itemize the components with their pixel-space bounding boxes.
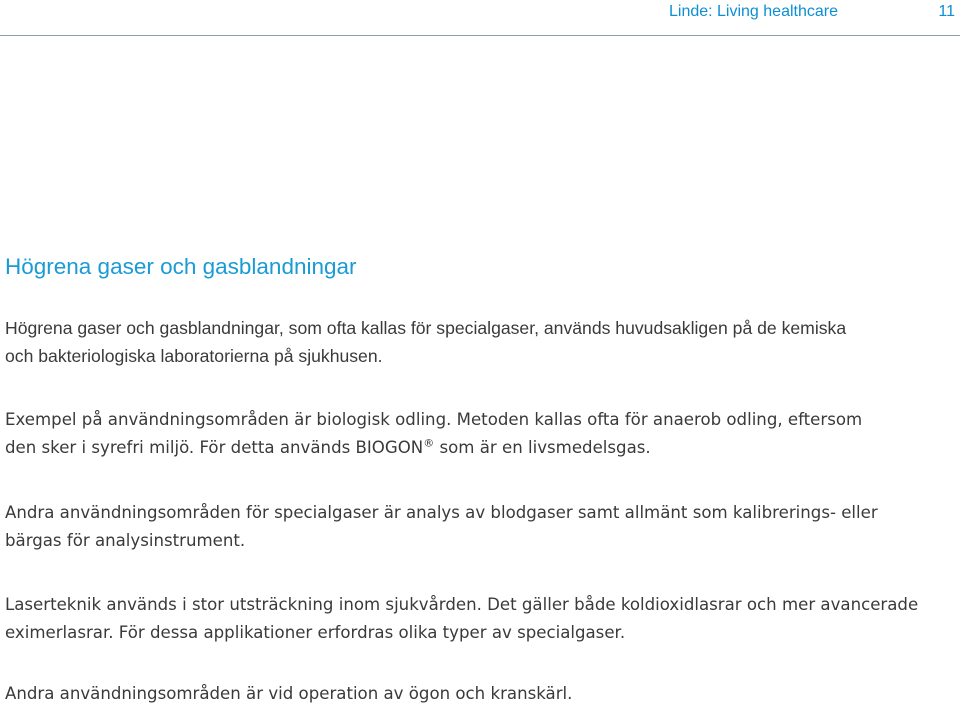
paragraph-line: Andra användningsområden är vid operation av ögon och kranskärl. — [5, 684, 573, 703]
registered-mark: ® — [423, 436, 435, 450]
paragraph-line: Laserteknik används i stor utsträckning inom sjukvården. Det gäller både koldioxidlasrar och mer avancerade — [5, 595, 919, 614]
paragraph-line — [5, 438, 651, 457]
paragraph-line: Andra användningsområden för specialgaser är analys av blodgaser samt allmänt som kalibrerings- eller — [5, 503, 878, 522]
paragraph-blood-gas-analysis — [5, 499, 955, 555]
paragraph-line: eximerlasrar. För dessa applikationer erfordras olika typer av specialgaser. — [5, 623, 626, 642]
paragraph-text: den sker i syrefri miljö. För detta används BIOGON — [5, 438, 424, 457]
paragraph-intro — [5, 314, 955, 370]
paragraph-line: och bakteriologiska laboratorierna på sjukhusen. — [5, 346, 383, 366]
header-title: Linde: Living healthcare — [668, 3, 838, 20]
paragraph-biological-culture — [5, 406, 955, 462]
paragraph-laser-technology — [5, 591, 960, 647]
section-title: Högrena gaser och gasblandningar — [5, 254, 357, 279]
paragraph-line: Exempel på användningsområden är biologisk odling. Metoden kallas ofta för anaerob odling, eftersom — [5, 410, 863, 429]
paragraph-line: Högrena gaser och gasblandningar, som ofta kallas för specialgaser, används huvudsakligen på de kemiska — [5, 318, 847, 338]
paragraph-surgery — [5, 680, 955, 708]
page-header — [0, 0, 960, 36]
paragraph-text: som är en livsmedelsgas. — [434, 438, 651, 457]
paragraph-line: bärgas för analysinstrument. — [5, 531, 246, 550]
page-number: 11 — [938, 3, 955, 20]
